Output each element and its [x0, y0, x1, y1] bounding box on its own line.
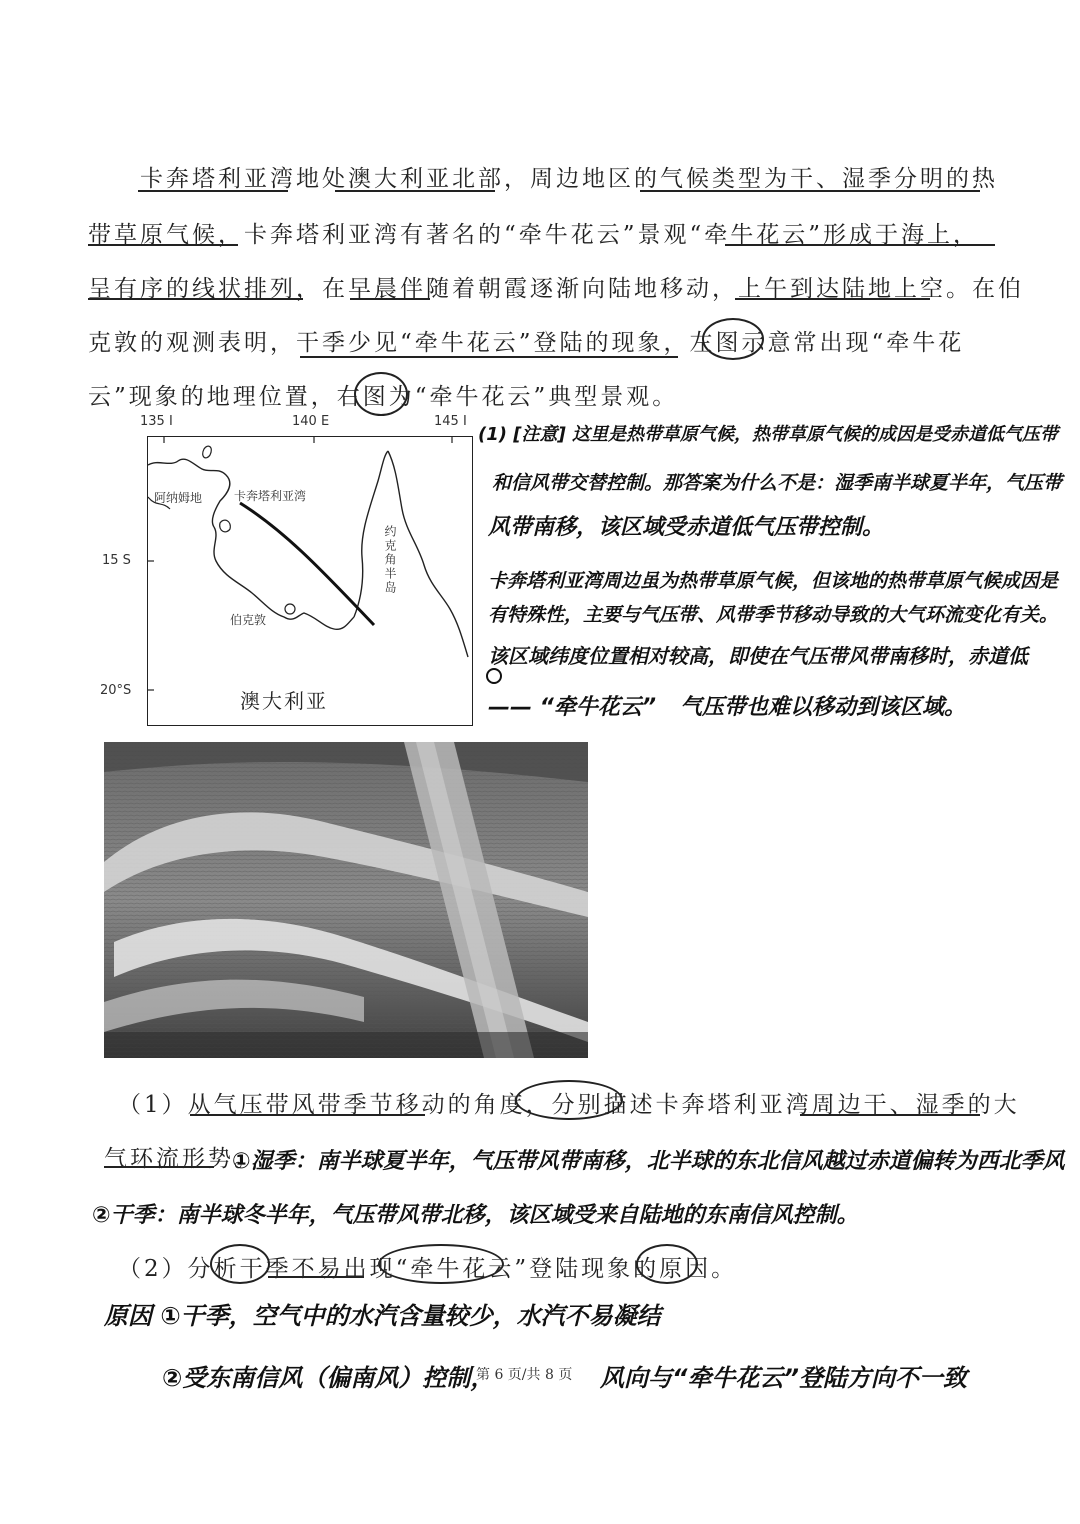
- question-1-line-1: （1）从气压带风带季节移动的角度，分别描述卡奔塔利亚湾周边干、湿季的大: [118, 1092, 1020, 1118]
- map-drawing: [148, 437, 474, 727]
- circle-mark: [354, 372, 408, 416]
- note-line-3: 风带南移，该区域受赤道低气压带控制。: [488, 515, 885, 540]
- note-line-6: 该区域纬度位置相对较高，即使在气压带风带南移时，赤道低: [488, 644, 1028, 668]
- note-line-7-prefix: —— “牵牛花云”: [488, 695, 656, 720]
- passage-line-1: 卡奔塔利亚湾地处澳大利亚北部，周边地区的气候类型为干、湿季分明的热: [140, 166, 998, 192]
- answer-2-line-1: 原因 ①干季，空气中的水汽含量较少，水汽不易凝结: [104, 1302, 661, 1330]
- passage-line-2: 带草原气候，卡奔塔利亚湾有著名的“牵牛花云”景观“牵牛花云”形成于海上，: [88, 222, 980, 248]
- label-australia: 澳大利亚: [240, 689, 328, 713]
- underline-mark: [300, 356, 678, 358]
- note-line-4: 卡奔塔利亚湾周边虽为热带草原气候，但该地的热带草原气候成因是: [488, 570, 1059, 592]
- underline-mark: [88, 244, 238, 246]
- underline-mark: [335, 190, 495, 192]
- note-line-1: (1) [注意] 这里是热带草原气候，热带草原气候的成因是受赤道低气压带: [478, 424, 1058, 445]
- answer-1-wet: ①湿季：南半球夏半年，气压带风带南移，北半球的东北信风越过赤道偏转为西北季风: [232, 1149, 1065, 1174]
- bullet-mark: [486, 668, 502, 684]
- circle-mark: [378, 1244, 504, 1284]
- underline-mark: [800, 1114, 980, 1116]
- passage-line-4: 克敦的观测表明，干季少见“牵牛花云”登陆的现象，左图示意常出现“牵牛花: [88, 330, 965, 356]
- underline-mark: [350, 298, 430, 300]
- answer-1-dry: ②干季：南半球冬半年，气压带风带北移，该区域受来自陆地的东南信风控制。: [92, 1203, 859, 1228]
- note-line-5: 有特殊性，主要与气压带、风带季节移动导致的大气环流变化有关。: [488, 604, 1059, 626]
- underline-mark: [640, 190, 980, 192]
- underline-mark: [268, 1276, 364, 1278]
- answer-2-line-2a: ②受东南信风（偏南风）控制，: [162, 1364, 495, 1392]
- circle-mark: [210, 1244, 270, 1284]
- answer-2-line-2b: 风向与“牵牛花云”登陆方向不一致: [600, 1364, 967, 1392]
- cloud-photo-drawing: [104, 742, 588, 1058]
- label-arnhem-land: 阿纳姆地: [154, 491, 203, 505]
- lon-tick: 140 E: [292, 414, 330, 429]
- lat-tick: 15 S: [102, 553, 131, 568]
- label-burketown: 伯克敦: [230, 613, 267, 627]
- passage-line-3: 呈有序的线状排列，在早晨伴随着朝霞逐渐向陆地移动，上午到达陆地上空。在伯: [88, 276, 1024, 302]
- question-2: （2）分析干季不易出现“牵牛花云”登陆现象的原因。: [118, 1256, 738, 1282]
- location-map: [147, 436, 473, 726]
- underline-mark: [104, 1166, 214, 1168]
- lon-tick: 145 I: [434, 414, 467, 429]
- underline-mark: [735, 298, 930, 300]
- label-cape-york: 约克角半岛: [383, 525, 397, 595]
- underline-mark: [725, 244, 995, 246]
- note-line-7: 气压带也难以移动到该区域。: [680, 695, 967, 720]
- underline-mark: [88, 298, 303, 300]
- underline-mark: [190, 1114, 425, 1116]
- lat-tick: 20°S: [100, 683, 132, 698]
- circle-mark: [702, 318, 764, 360]
- question-1-line-2: 气环流形势。: [104, 1146, 260, 1172]
- page-footer: 第 6 页/共 8 页: [476, 1367, 573, 1383]
- passage-line-5: 云”现象的地理位置，右图为“牵牛花云”典型景观。: [88, 384, 679, 410]
- lon-tick: 135 I: [140, 414, 173, 429]
- note-line-2: 和信风带交替控制。那答案为什么不是：湿季南半球夏半年，气压带: [492, 472, 1063, 494]
- circle-mark: [515, 1080, 623, 1120]
- circle-mark: [636, 1244, 698, 1284]
- cloud-photo: [104, 742, 588, 1058]
- label-gulf: 卡奔塔利亚湾: [234, 489, 307, 503]
- underline-mark: [138, 190, 288, 192]
